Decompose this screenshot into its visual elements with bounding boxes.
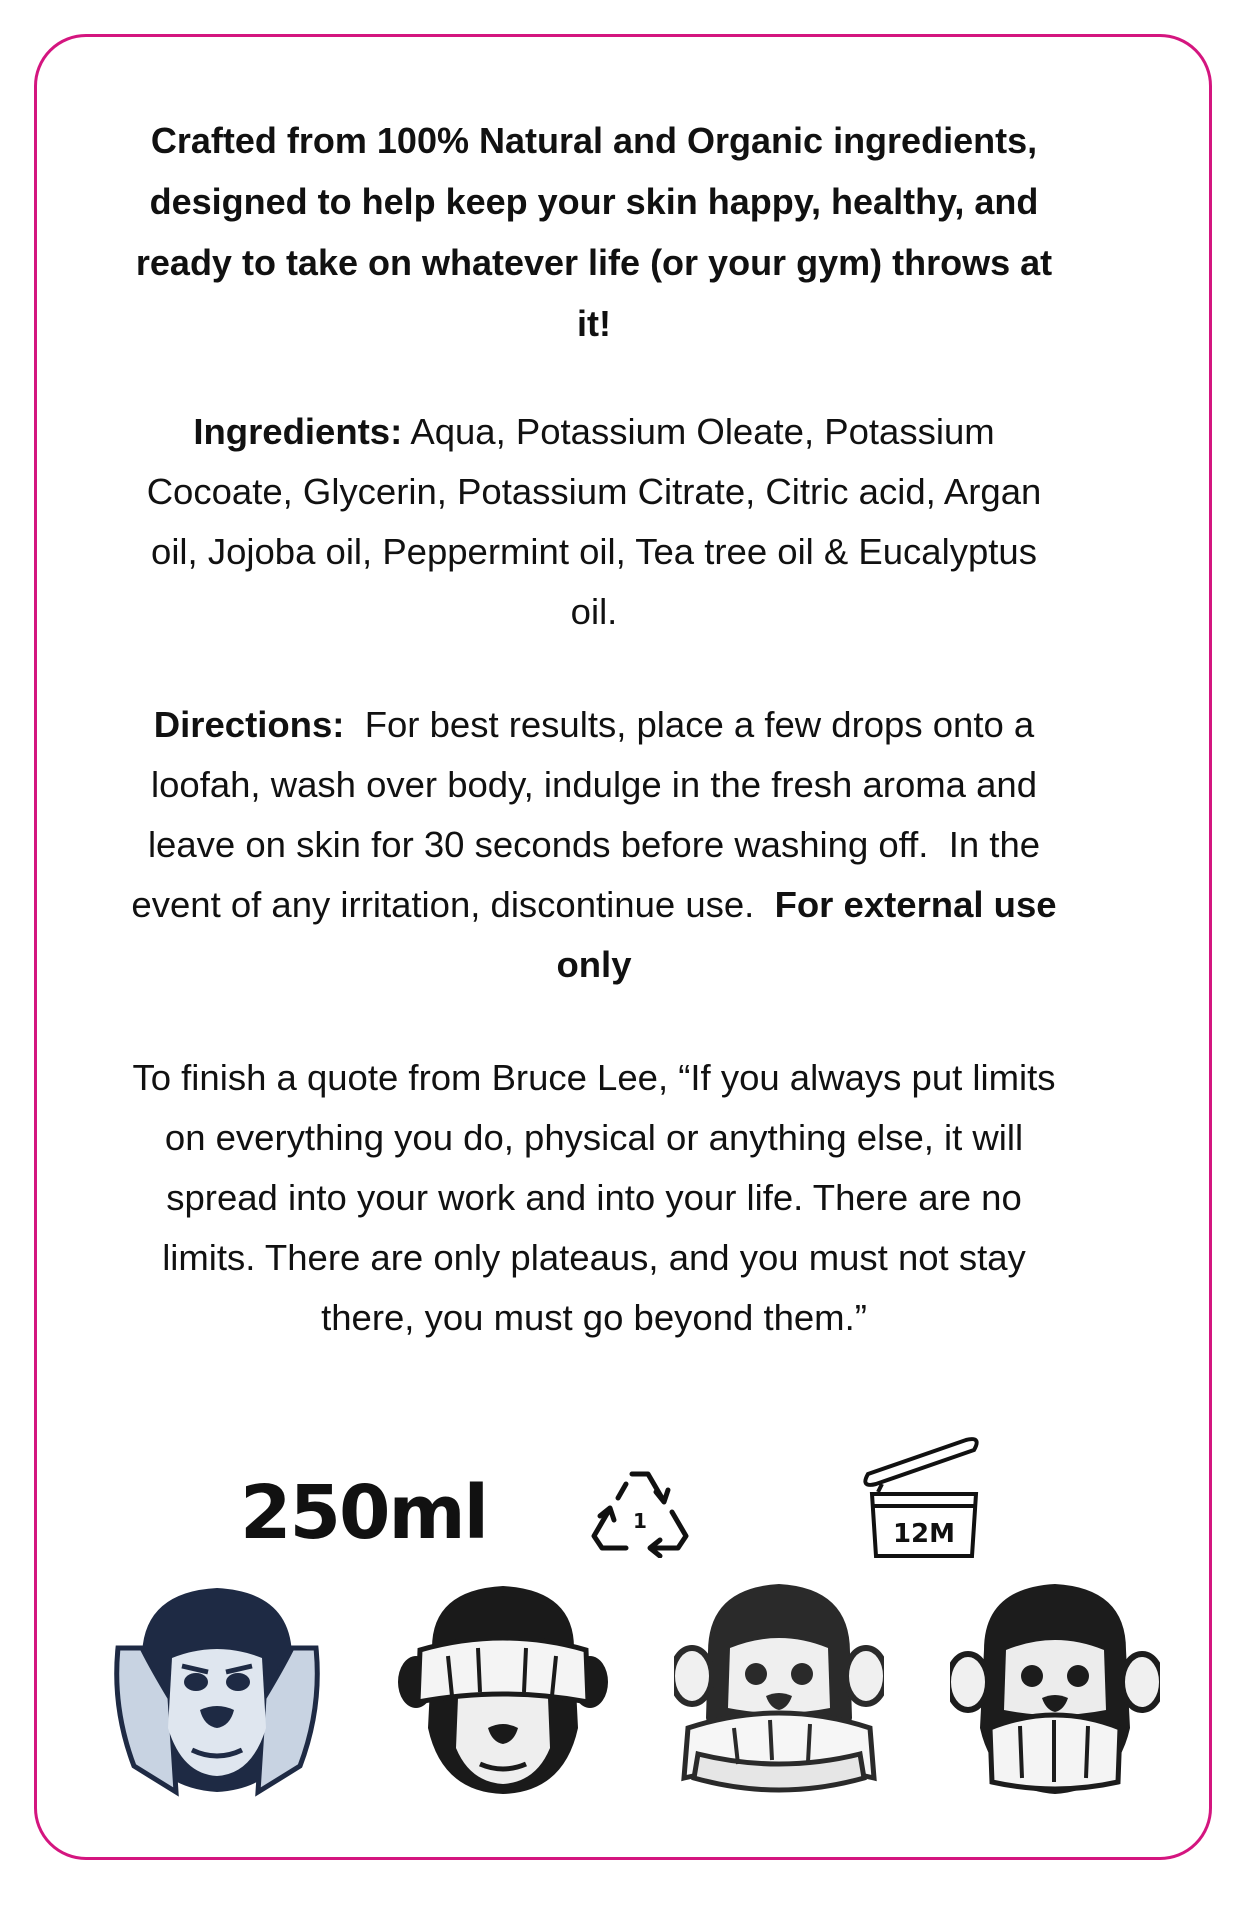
ingredients-list: Aqua, Potassium Oleate, Potassium Cocoate, Glycerin, Potassium Citrate, Citric acid, Argan oil, Jojoba oil, Peppermint oil, Tea tree oil & Eucalyptus oil. (146, 411, 1042, 632)
directions-text: For best results, place a few drops onto a loofah, wash over body, indulge in the fresh aroma and leave on skin for 30 seconds before washing off. In the event of any irritation, discontinue use. (131, 704, 1051, 925)
directions-heading: Directions: (153, 704, 345, 745)
intro-text: Crafted from 100% Natural and Organic ingredients, designed to help keep your skin happy, healthy, and ready to take on whatever life (or your gym) throws at it! (135, 120, 1053, 344)
see-no-evil-monkey-icon (398, 1578, 608, 1802)
do-no-evil-monkey-icon (950, 1578, 1160, 1802)
recycle-triangle-icon (588, 1462, 692, 1558)
recycle-number: 1 (633, 1509, 647, 1533)
external-use-warning: For external use only (556, 884, 1057, 985)
pao-label: 12M (892, 1519, 956, 1549)
directions-paragraph (130, 695, 1058, 995)
bruce-lee-quote: To finish a quote from Bruce Lee, “If you always put limits on everything you do, physical or anything else, it will spread into your work and into your life. There are no limits. There are only plateaus, and you must not stay there, you must go beyond them.” (132, 1057, 1056, 1338)
ingredients-heading: Ingredients: (193, 411, 403, 452)
hear-no-evil-monkey-icon (112, 1578, 322, 1802)
ingredients-paragraph (130, 402, 1058, 642)
volume-label: 250ml (240, 1470, 487, 1556)
open-jar-icon (856, 1432, 992, 1562)
speak-no-evil-monkey-icon (674, 1578, 884, 1802)
